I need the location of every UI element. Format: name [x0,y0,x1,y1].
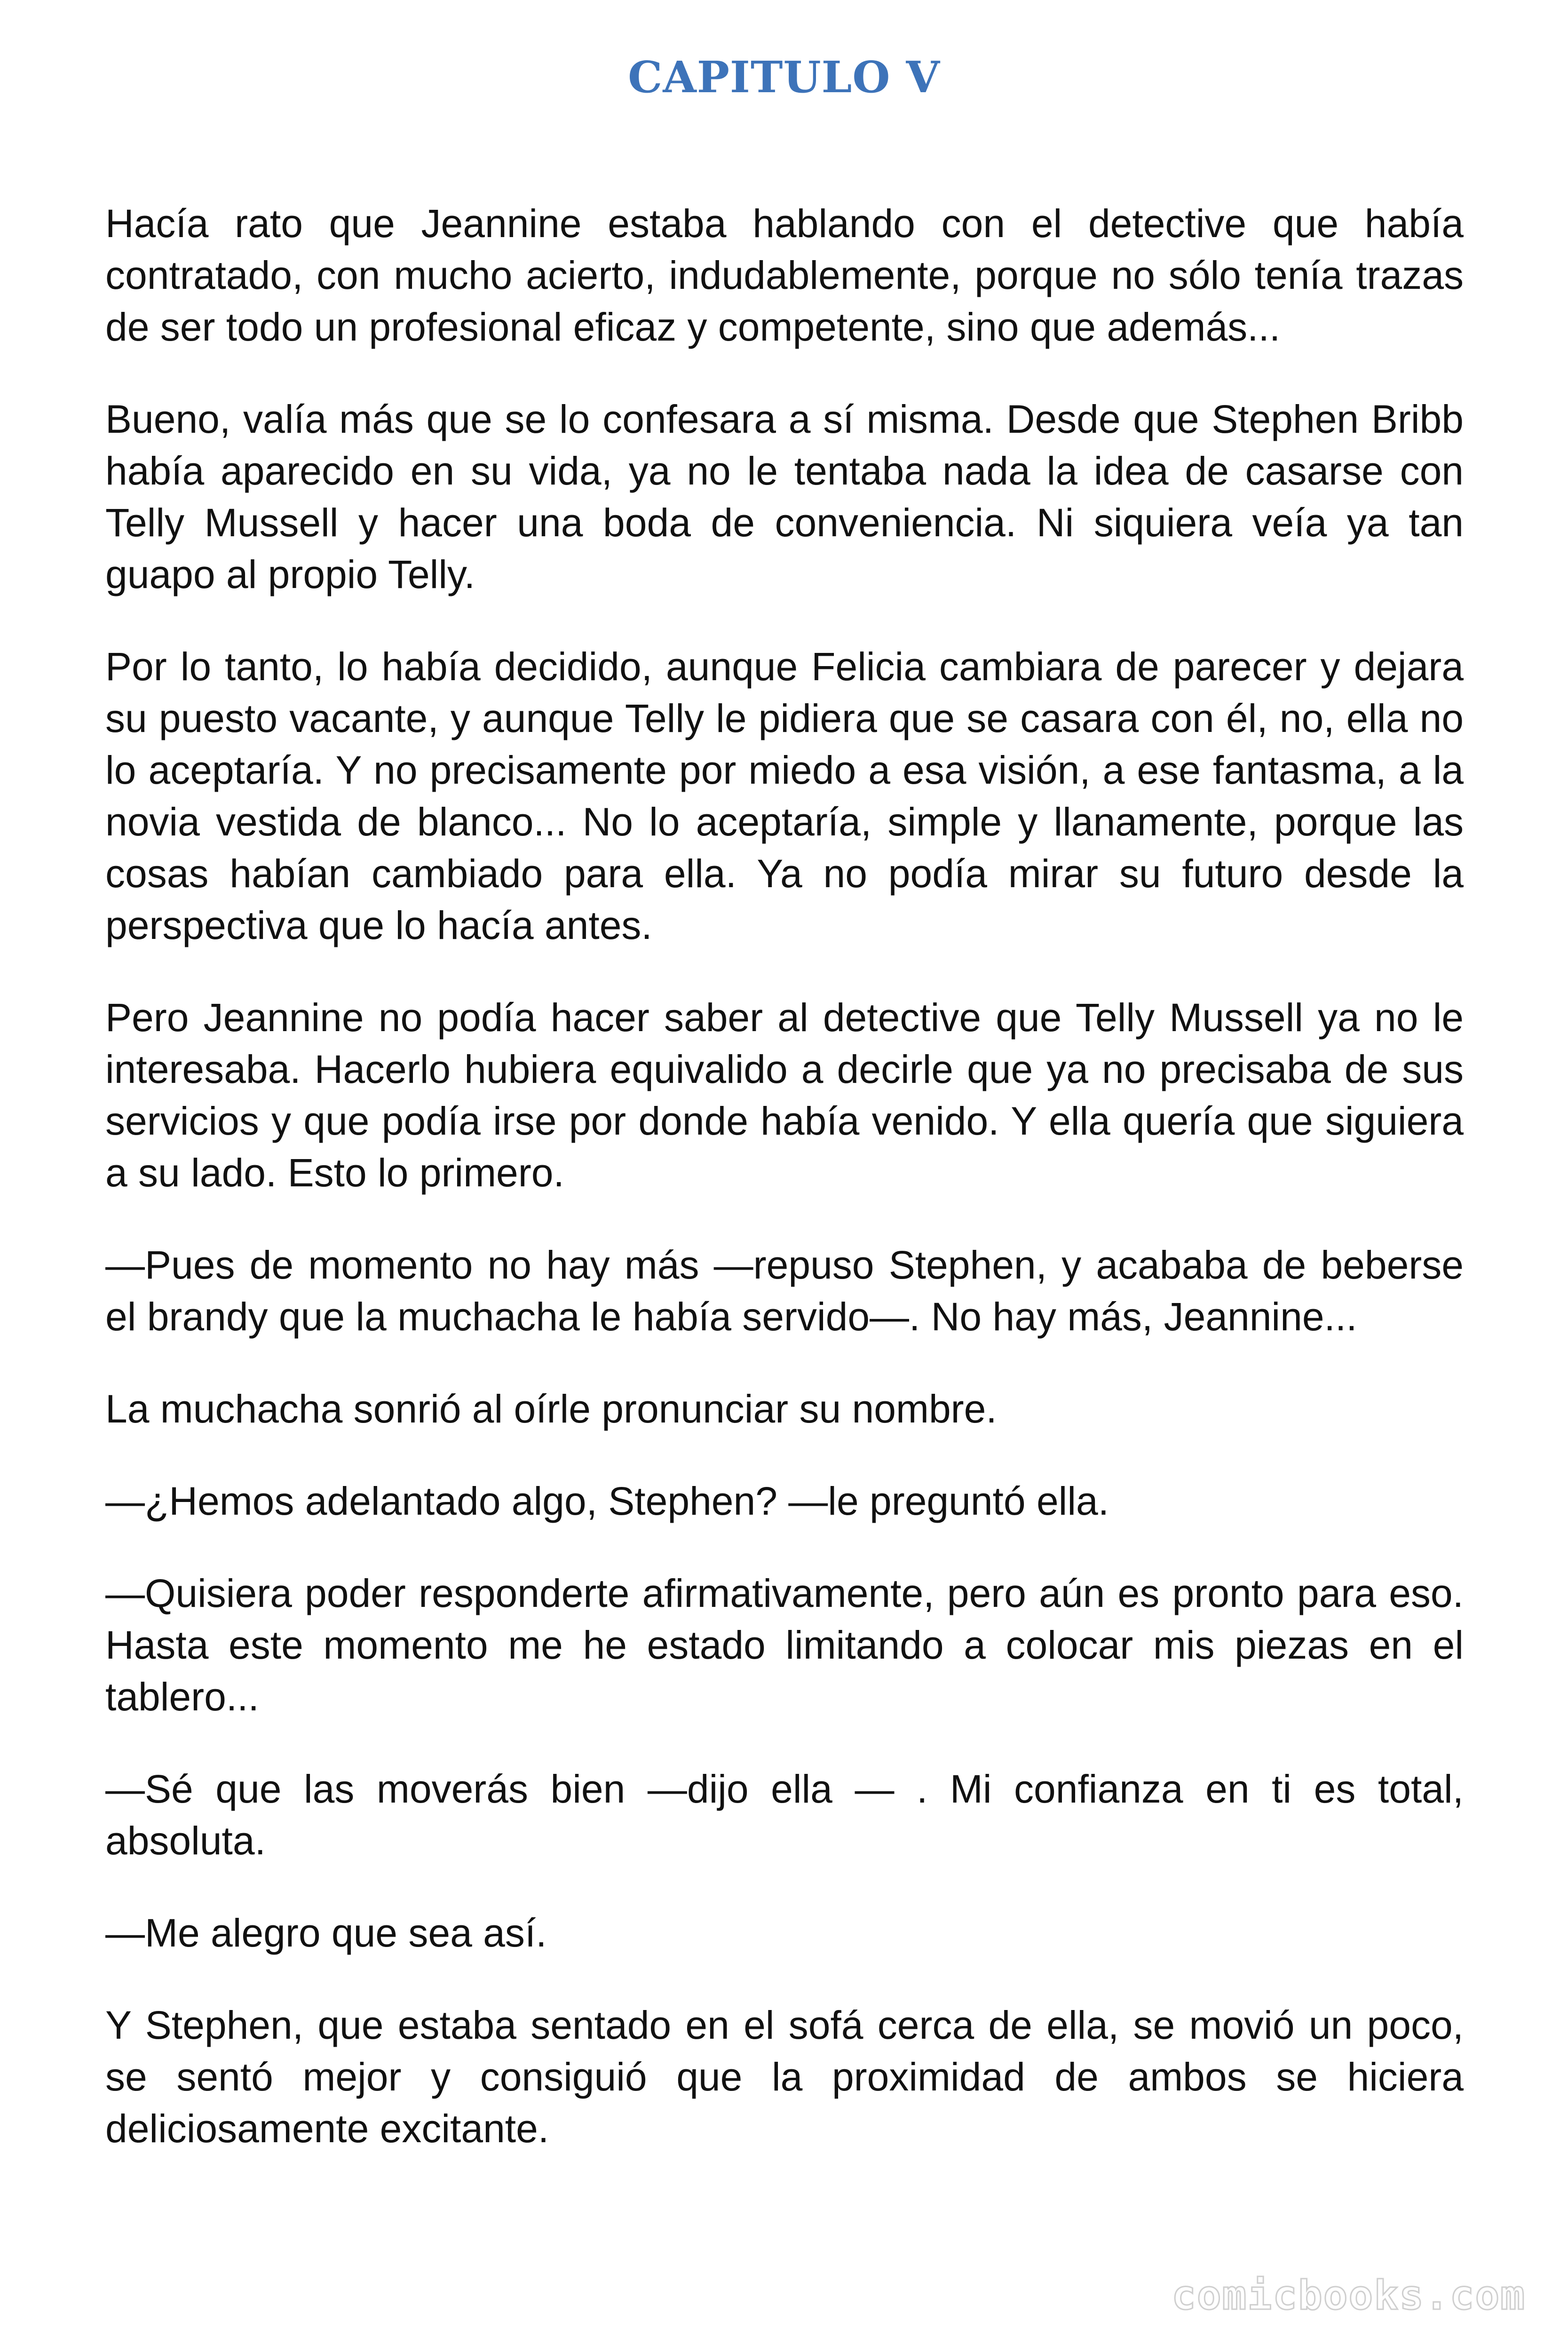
paragraph: —Sé que las moverás bien —dijo ella — . Mi confianza en ti es total, absoluta. [105,1767,1464,1863]
paragraph: —Quisiera poder responderte afirmativamente, pero aún es pronto para eso. Hasta este momento me he estado limitando a colocar mis piezas en el tablero... [105,1571,1464,1719]
paragraph: Bueno, valía más que se lo confesara a sí misma. Desde que Stephen Bribb había aparecido en su vida, ya no le tentaba nada la idea de casarse con Telly Mussell y hacer una boda de conveniencia. Ni siquiera veía ya tan guapo al propio Telly. [105,397,1464,596]
paragraph: —Pues de momento no hay más —repuso Stephen, y acababa de beberse el brandy que la muchacha le había servido—. No hay más, Jeannine... [105,1243,1464,1339]
paragraph: —¿Hemos adelantado algo, Stephen? —le preguntó ella. [105,1479,1109,1523]
paragraph: La muchacha sonrió al oírle pronunciar su nombre. [105,1387,997,1431]
paragraph: Por lo tanto, lo había decidido, aunque Felicia cambiara de parecer y dejara su puesto vacante, y aunque Telly le pidiera que se casara con él, no, ella no lo aceptaría. Y no precisamente por miedo a esa visión, a ese fantasma, a la novia vestida de blanco... No lo aceptaría, simple y llanamente, porque las cosas habían cambiado para ella. Ya no podía mirar su futuro desde la perspectiva que lo hacía antes. [105,644,1464,947]
watermark: comicbooks.com [1172,2272,1526,2319]
paragraph: Pero Jeannine no podía hacer saber al detective que Telly Mussell ya no le interesaba. Hacerlo hubiera equivalido a decirle que ya no precisaba de sus servicios y que podía irse por donde había venido. Y ella quería que siguiera a su lado. Esto lo primero. [105,995,1464,1195]
body-text [105,198,1464,2195]
chapter-title: CAPITULO V [628,52,940,103]
paragraph: Hacía rato que Jeannine estaba hablando con el detective que había contratado, con mucho acierto, indudablemente, porque no sólo tenía trazas de ser todo un profesional eficaz y competente, sino que además... [105,201,1464,349]
paragraph: Y Stephen, que estaba sentado en el sofá cerca de ella, se movió un poco, se sentó mejor y consiguió que la proximidad de ambos se hiciera deliciosamente excitante. [105,2003,1464,2151]
paragraph: —Me alegro que sea así. [105,1911,547,1955]
